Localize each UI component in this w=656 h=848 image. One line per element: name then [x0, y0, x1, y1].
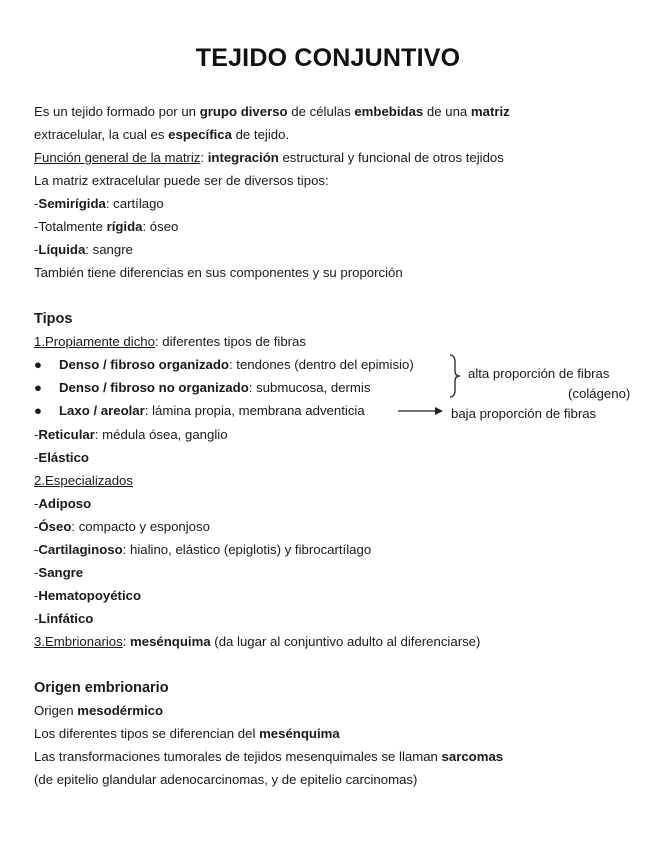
line-cartilaginoso — [34, 541, 371, 559]
bold-text: Cartilaginoso — [38, 542, 123, 557]
bullet-icon: ● — [34, 357, 42, 372]
bold-text: grupo diverso — [199, 104, 288, 119]
intro-line-8: También tiene diferencias en sus componentes y su proporción — [34, 265, 403, 280]
text: : — [200, 150, 208, 165]
text: : hialino, elástico (epiglotis) y fibrocartílago — [122, 542, 372, 557]
line-reticular — [34, 426, 228, 444]
text: - — [34, 542, 39, 557]
line-sangre — [34, 564, 83, 582]
section-heading-origen: Origen embrionario — [34, 680, 169, 696]
note-baja-proporcion: baja proporción de fibras — [451, 406, 597, 421]
page-title: TEJIDO CONJUNTIVO — [195, 44, 461, 72]
line-elastico — [34, 449, 89, 467]
bold-text: mesénquima — [130, 634, 211, 649]
text: - — [34, 565, 39, 580]
bullet-item-laxo-areolar — [59, 402, 365, 420]
text: : médula ósea, ganglio — [94, 427, 228, 442]
bold-text: Adiposo — [38, 496, 92, 511]
bold-text: mesénquima — [259, 726, 340, 741]
origen-line-2 — [34, 725, 340, 743]
text: Las transformaciones tumorales de tejidos mesenquimales se llaman — [34, 749, 442, 764]
text: - — [34, 611, 39, 626]
line-hematopoyetico — [34, 587, 141, 605]
text: (da lugar al conjuntivo adulto al diferenciarse) — [210, 634, 481, 649]
text: : — [122, 634, 131, 649]
bold-text: Óseo — [38, 519, 72, 534]
note-alta-proporcion: alta proporción de fibras — [468, 366, 610, 381]
section-heading-tipos: Tipos — [34, 311, 73, 327]
origen-line-1 — [34, 702, 163, 720]
origen-line-3 — [34, 748, 503, 766]
intro-line-2 — [34, 126, 289, 144]
subheading-embrionarios — [34, 633, 480, 651]
text: de células — [287, 104, 355, 119]
intro-line-1 — [34, 103, 510, 121]
text: Es un tejido formado por un — [34, 104, 200, 119]
intro-line-7 — [34, 241, 133, 259]
bold-text: matriz — [470, 104, 510, 119]
text: de una — [423, 104, 471, 119]
bullet-icon: ● — [34, 403, 42, 418]
bold-text: específica — [168, 127, 232, 142]
bold-text: Elástico — [38, 450, 89, 465]
bold-text: Líquida — [38, 242, 86, 257]
text: - — [34, 427, 39, 442]
bold-text: sarcomas — [441, 749, 504, 764]
intro-line-5 — [34, 195, 164, 213]
text: : óseo — [142, 219, 179, 234]
text: Origen — [34, 703, 78, 718]
bold-text: rígida — [106, 219, 143, 234]
intro-line-4: La matriz extracelular puede ser de diversos tipos: — [34, 173, 329, 188]
intro-line-6 — [34, 218, 178, 236]
subheading-propiamente-dicho — [34, 333, 306, 351]
bold-text: integración — [207, 150, 279, 165]
right-arrow-icon — [397, 405, 445, 417]
underlined-text: 1.Propiamente dicho — [34, 334, 155, 349]
text: : tendones (dentro del epimisio) — [228, 357, 414, 372]
text: - — [34, 450, 39, 465]
text: - — [34, 242, 39, 257]
bold-text: Reticular — [38, 427, 95, 442]
bold-text: Sangre — [38, 565, 84, 580]
text: -Totalmente — [34, 219, 107, 234]
bullet-item-denso-organizado — [59, 356, 414, 374]
bullet-item-denso-no-organizado — [59, 379, 370, 397]
text: de tejido. — [231, 127, 290, 142]
intro-line-3 — [34, 149, 504, 167]
text: : diferentes tipos de fibras — [154, 334, 306, 349]
bold-text: Laxo / areolar — [59, 403, 145, 418]
right-brace-icon — [448, 354, 462, 398]
bold-text: Hematopoyético — [38, 588, 141, 603]
text: Los diferentes tipos se diferencian del — [34, 726, 260, 741]
line-oseo — [34, 518, 210, 536]
bold-text: Linfático — [38, 611, 94, 626]
text: : lámina propia, membrana adventicia — [144, 403, 365, 418]
bold-text: Denso / fibroso organizado — [59, 357, 229, 372]
text: : cartílago — [105, 196, 164, 211]
underlined-text: 3.Embrionarios — [34, 634, 123, 649]
bold-text: embebidas — [354, 104, 424, 119]
line-linfatico — [34, 610, 93, 628]
bold-text: mesodérmico — [77, 703, 164, 718]
text: - — [34, 588, 39, 603]
text: : compacto y esponjoso — [71, 519, 210, 534]
text: - — [34, 519, 39, 534]
text: - — [34, 196, 39, 211]
bold-text: Denso / fibroso no organizado — [59, 380, 249, 395]
text: estructural y funcional de otros tejidos — [278, 150, 504, 165]
line-adiposo — [34, 495, 91, 513]
bullet-icon: ● — [34, 380, 42, 395]
underlined-text: Función general de la matriz — [34, 150, 201, 165]
note-colageno: (colágeno) — [568, 386, 631, 401]
text: - — [34, 496, 39, 511]
underlined-text: 2.Especializados — [34, 473, 133, 488]
subheading-especializados — [34, 472, 133, 490]
origen-line-4: (de epitelio glandular adenocarcinomas, y de epitelio carcinomas) — [34, 772, 418, 787]
text: extracelular, la cual es — [34, 127, 169, 142]
text: : sangre — [85, 242, 133, 257]
bold-text: Semirígida — [38, 196, 106, 211]
text: : submucosa, dermis — [248, 380, 371, 395]
